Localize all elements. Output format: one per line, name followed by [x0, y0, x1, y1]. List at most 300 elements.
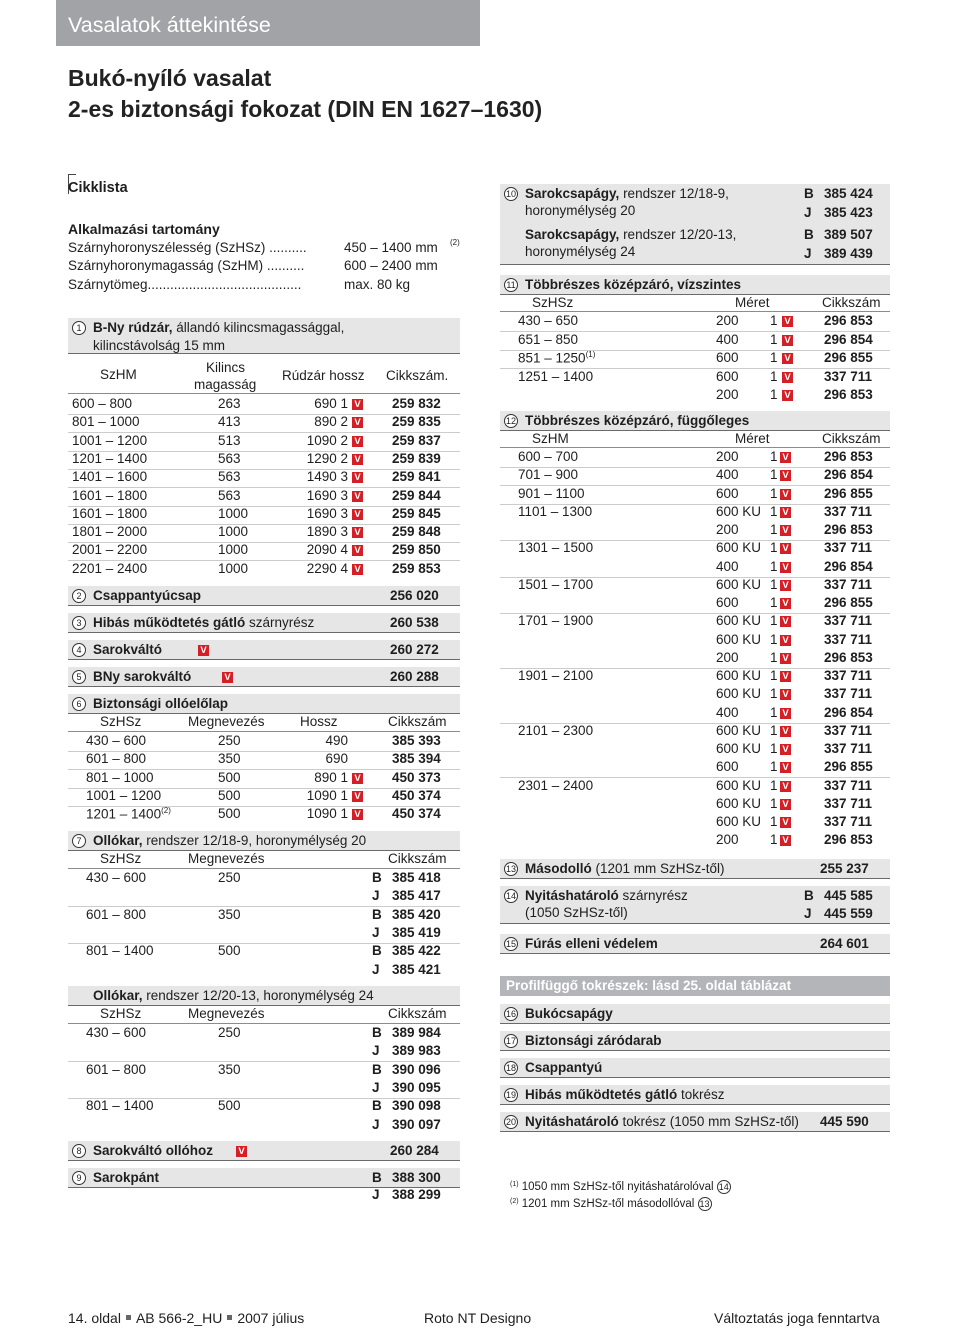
- s7-row-range: 801 – 1400: [86, 1098, 154, 1114]
- s7-row-code: 389 984: [392, 1025, 441, 1040]
- s6-col-cikkszam: Cikkszám: [388, 714, 447, 729]
- s12-row: [500, 486, 890, 504]
- s7-row-name: 350: [218, 906, 241, 922]
- s12-row-qty: 1: [770, 449, 778, 464]
- section-6-title: [93, 696, 228, 711]
- footer-product: Roto NT Designo: [424, 1310, 532, 1326]
- s6-row-name: 500: [218, 787, 241, 803]
- s11-row-qty: 1: [770, 331, 778, 347]
- section-10-a-bold: Sarokcsapágy,: [525, 186, 620, 201]
- s1-row: [68, 396, 460, 414]
- s6-row-range-sup: (2): [161, 806, 171, 816]
- s7-row: [68, 943, 460, 961]
- section-12-title-bold: Többrészes középzáró, függőleges: [525, 413, 750, 428]
- v-marker: V: [352, 417, 363, 428]
- s6-row-name: 500: [218, 806, 241, 822]
- v-marker: V: [780, 817, 791, 828]
- s7-row-name: 500: [218, 943, 241, 959]
- section-1: [68, 318, 460, 354]
- profile-note: Profilfüggő tokrészek: lásd 25. oldal táblázat: [500, 976, 890, 996]
- v-marker: V: [352, 545, 363, 556]
- section-5: [68, 667, 460, 687]
- scope-weight-label: Szárnytömeg.........................................: [68, 277, 302, 292]
- s7-row-side: B: [372, 1025, 382, 1040]
- section-2-code: 256 020: [390, 588, 439, 603]
- scope-height-label: Szárnyhoronymagasság (SzHM) ..........: [68, 258, 305, 273]
- s1-row-length: 1290 2: [306, 450, 348, 466]
- s1-row-range: 1401 – 1600: [72, 469, 148, 485]
- v-marker: V: [780, 781, 791, 792]
- section-10-a-s2: J: [804, 205, 812, 220]
- s11-row: [500, 387, 890, 405]
- v-marker: V: [352, 472, 363, 483]
- section-20-title-rest: tokrész (1050 mm SzHSz-től): [618, 1114, 799, 1129]
- s1-row-length: 1690 3: [306, 505, 348, 521]
- s12-row-size: 600: [716, 595, 739, 610]
- section-11-title: [525, 277, 741, 292]
- s1-row-code: 259 853: [392, 560, 441, 576]
- s1-row: [68, 561, 460, 579]
- section-3-title-bold: Hibás működtetés gátló: [93, 615, 246, 630]
- section-12: [500, 411, 890, 431]
- scope-width-value: 450 – 1400 mm: [344, 240, 438, 255]
- s7-header-sep: [68, 1023, 460, 1024]
- s1-row-code: 259 844: [392, 487, 441, 503]
- page-title-line2: 2-es biztonsági fokozat (DIN EN 1627–1630): [68, 96, 543, 122]
- s1-row-range: 2001 – 2200: [72, 542, 148, 558]
- section-5-title: [93, 669, 191, 684]
- s1-row-code: 259 835: [392, 414, 441, 430]
- v-marker: V: [780, 762, 791, 773]
- section-12-num-icon: 12: [505, 416, 516, 426]
- section-7: [68, 831, 460, 851]
- s12-row: [500, 741, 890, 759]
- s12-row: [500, 522, 890, 540]
- s7-row-side: J: [372, 924, 380, 940]
- section-8-title-bold: Sarokváltó ollóhoz: [93, 1143, 214, 1158]
- s12-row: [500, 778, 890, 796]
- s7-row-side: J: [372, 1079, 380, 1095]
- s7-row-name: 500: [218, 1098, 241, 1114]
- s11-row-code: 296 853: [824, 387, 873, 402]
- s1-row-height: 263: [218, 396, 241, 411]
- s12-row-size: 200: [716, 449, 739, 464]
- s1-row-height: 563: [218, 469, 241, 485]
- s11-row: [500, 350, 890, 368]
- s12-row-range: 600 – 700: [518, 449, 579, 464]
- section-10-a-l2: horonymélység 20: [525, 203, 636, 218]
- s12-row-range: 901 – 1100: [518, 485, 585, 501]
- page-title-line1: Bukó-nyíló vasalat: [68, 65, 272, 91]
- section-17-title-bold: Biztonsági záródarab: [525, 1033, 662, 1048]
- s1-row-length: 890 2: [314, 414, 348, 430]
- s1-row-range: 1601 – 1800: [72, 505, 148, 521]
- s7-row-side: B: [372, 1098, 382, 1114]
- s7-row-name: 250: [218, 870, 241, 885]
- v-marker: V: [780, 525, 791, 536]
- section-7-title-bold: Ollókar,: [93, 833, 143, 848]
- s11-row-range: [518, 313, 578, 328]
- s1-row: [68, 414, 460, 432]
- s6-row: [68, 806, 460, 824]
- s7-row-side: J: [372, 1116, 380, 1132]
- s12-row-size: 600 KU: [716, 686, 762, 702]
- s1-row-length: 1890 3: [306, 524, 348, 540]
- s6-row-range-text: 801 – 1000: [86, 769, 154, 785]
- s11-row-range-text: 1251 – 1400: [518, 368, 594, 384]
- v-marker: V: [780, 507, 791, 518]
- section-16-num-icon: 16: [505, 1009, 516, 1019]
- section-10-a-title: [525, 186, 729, 201]
- section-18: [500, 1058, 890, 1078]
- v-marker: V: [780, 616, 791, 627]
- s7-row-range: 801 – 1400: [86, 943, 154, 959]
- footer-rights: Változtatás joga fenntartva: [714, 1310, 880, 1326]
- s1-row-range: 2201 – 2400: [72, 560, 148, 576]
- s12-row: [500, 723, 890, 741]
- scope-heading: Alkalmazási tartomány: [68, 221, 220, 237]
- s11-header-sep: [500, 311, 890, 312]
- s12-row-qty: 1: [770, 759, 778, 775]
- s1-row-code: 259 845: [392, 505, 441, 521]
- s7-col-cikkszam: Cikkszám: [388, 851, 447, 866]
- s12-row-size: 600 KU: [716, 631, 762, 647]
- section-2-num-icon: 2: [72, 589, 86, 603]
- s12-row-code: 337 711: [824, 576, 873, 592]
- section-4-code: 260 272: [390, 642, 439, 657]
- s7-row: [68, 888, 460, 906]
- section-9-row2: [68, 1187, 460, 1205]
- section-10-b-s1: B: [804, 227, 814, 242]
- s12-row-qty: 1: [770, 722, 778, 738]
- section-17-num-icon: 17: [505, 1036, 516, 1046]
- scope-weight: [68, 277, 460, 292]
- section-11-num-icon: 11: [504, 278, 518, 292]
- s12-row-qty: 1: [770, 503, 778, 519]
- footnote-1: $^{(1)}$ 1050 mm SzHSz-től nyitáshatárolóval 14: [510, 1181, 729, 1193]
- v-marker: V: [780, 489, 791, 500]
- section-14-title-rest: szárnyrész: [618, 888, 688, 903]
- section-5-code: 260 288: [390, 669, 439, 684]
- s11-row-range-text: 430 – 650: [518, 313, 579, 328]
- s1-row-height: 513: [218, 432, 241, 448]
- s1-row-code: 259 848: [392, 524, 441, 540]
- v-marker: V: [352, 773, 363, 784]
- s12-row-size: 600 KU: [716, 576, 762, 592]
- s1-col-rudzar: Rúdzár hossz: [282, 368, 365, 383]
- section-15: [500, 934, 890, 954]
- s1-row-range: 1201 – 1400: [72, 450, 148, 466]
- s6-row-code: 385 394: [392, 751, 441, 767]
- section-10-b-bold: Sarokcsapágy,: [525, 227, 620, 242]
- section-1-title-bold: B-Ny rúdzár,: [93, 320, 173, 335]
- section-1-title: [93, 320, 344, 335]
- s11-row-size: 200: [716, 387, 739, 402]
- s12-row-size: 600: [716, 759, 739, 775]
- s7-row-range: 430 – 600: [86, 1025, 147, 1040]
- section-19: [500, 1085, 890, 1105]
- s1-row-code: 259 832: [392, 396, 441, 411]
- s11-row-qty: 1: [770, 350, 778, 365]
- s12-row: [500, 686, 890, 704]
- s12-row-qty: 1: [770, 595, 778, 610]
- section-8: [68, 1141, 460, 1161]
- s6-row-range-text: 430 – 600: [86, 733, 147, 748]
- s12-col-b: Méret: [735, 431, 770, 446]
- section-16-title-bold: Bukócsapágy: [525, 1006, 613, 1021]
- section-10-a-s1: B: [804, 186, 814, 201]
- s12-row: [500, 668, 890, 686]
- section-14-s2: J: [804, 906, 812, 921]
- s7-row-side: B: [372, 906, 382, 922]
- s7-row-code: 390 097: [392, 1116, 441, 1132]
- v-marker: V: [352, 564, 363, 575]
- s7-row-side: B: [372, 943, 382, 959]
- section-4: [68, 640, 460, 660]
- s12-row-code: 296 855: [824, 595, 873, 610]
- s6-row-code: 450 374: [392, 806, 441, 822]
- s12-row-code: 337 711: [824, 795, 873, 811]
- s1-row-length: 1490 3: [306, 469, 348, 485]
- s11-row-qty: 1: [770, 387, 778, 402]
- section-3-title: [93, 615, 314, 630]
- v-marker: V: [352, 809, 363, 820]
- s7-row-code: 390 095: [392, 1079, 441, 1095]
- s12-row-size: 600 KU: [716, 540, 762, 556]
- section-16: [500, 1004, 890, 1024]
- s1-row: [68, 451, 460, 469]
- section-20-code: 445 590: [820, 1114, 869, 1129]
- s11-row-code: 296 855: [824, 350, 873, 365]
- s12-row-size: 600 KU: [716, 777, 762, 793]
- s12-row-qty: 1: [770, 668, 778, 683]
- s12-row-code: 296 854: [824, 704, 873, 720]
- s1-row-height: 1000: [218, 542, 249, 558]
- v-marker: V: [782, 353, 793, 364]
- s7-row-side: B: [372, 870, 382, 885]
- s6-header-sep: [68, 731, 460, 732]
- s1-row: [68, 542, 460, 560]
- section-10-num-icon: 10: [505, 189, 516, 199]
- scope-width-label: Szárnyhoronyszélesség (SzHSz) ..........: [68, 240, 307, 255]
- section-7-sub: [68, 986, 460, 1006]
- section-14-c2: 445 559: [824, 906, 873, 921]
- section-19-title: [525, 1087, 725, 1102]
- s12-row-qty: 1: [770, 540, 778, 556]
- s12-row-range: 1101 – 1300: [518, 503, 593, 519]
- section-9-title-bold: Sarokpánt: [93, 1170, 160, 1185]
- s12-row-size: 400: [716, 467, 739, 483]
- s7-col-cikkszam: Cikkszám: [388, 1006, 447, 1021]
- s6-row-range: [86, 770, 154, 785]
- s6-row-range: [86, 806, 171, 822]
- s12-row: [500, 613, 890, 631]
- s1-row-length: 1090 2: [306, 432, 348, 448]
- s1-row-height: 563: [218, 450, 241, 466]
- s7-row-code: 385 422: [392, 943, 441, 959]
- v-marker: V: [780, 580, 791, 591]
- section-17: [500, 1031, 890, 1051]
- s12-row-range: 2101 – 2300: [518, 722, 594, 738]
- footnote-2: $^{(2)}$ 1201 mm SzHSz-től másodollóval 13: [510, 1198, 710, 1210]
- section-6-num-icon: 6: [72, 697, 86, 711]
- s7-row-code: 390 096: [392, 1061, 441, 1077]
- s6-col-megnevezes: Megnevezés: [188, 714, 265, 729]
- v-marker: V: [780, 689, 791, 700]
- s11-row-range: [518, 332, 578, 347]
- section-20: [500, 1112, 890, 1132]
- s12-row-size: 600 KU: [716, 722, 762, 738]
- s1-header-sep: [68, 393, 460, 394]
- section-15-title-bold: Fúrás elleni védelem: [525, 936, 658, 951]
- v-marker: V: [780, 452, 791, 463]
- section-11: [500, 275, 890, 295]
- s7-col-megnevezes: Megnevezés: [188, 851, 265, 866]
- s1-row-code: 259 841: [392, 469, 441, 485]
- s12-row-qty: 1: [770, 522, 778, 537]
- section-8-num-icon: 8: [72, 1144, 86, 1158]
- s6-col-hossz: Hossz: [300, 714, 338, 729]
- s7-row: [68, 1117, 460, 1135]
- section-14-l2: (1050 SzHSz-től): [525, 905, 628, 920]
- section-10-a-rest: rendszer 12/18-9,: [619, 186, 729, 201]
- section-10-a-c1: 385 424: [824, 186, 873, 201]
- section-14-title-bold: Nyitáshatároló: [525, 888, 619, 903]
- s7-col-szhsz: SzHSz: [100, 851, 142, 866]
- section-14-s1: B: [804, 888, 814, 903]
- s12-row-qty: 1: [770, 558, 778, 574]
- s7-header-sep: [68, 868, 460, 869]
- section-15-code: 264 601: [820, 936, 869, 951]
- s1-row-height: 413: [218, 414, 241, 430]
- v-marker: V: [780, 635, 791, 646]
- section-7-sub-title: [93, 988, 374, 1003]
- s12-row-qty: 1: [770, 741, 778, 756]
- v-marker: V: [780, 708, 791, 719]
- s1-row-length: 690 1: [314, 396, 348, 411]
- v-marker: V: [198, 645, 209, 656]
- section-3: [68, 613, 460, 633]
- section-9-code-j: 388 299: [392, 1187, 441, 1202]
- v-marker: V: [236, 1146, 247, 1157]
- s6-row: [68, 733, 460, 751]
- scope-width-note: (2): [450, 238, 460, 247]
- s7-row: [68, 1062, 460, 1080]
- s1-row: [68, 433, 460, 451]
- s7-col-megnevezes: Megnevezés: [188, 1006, 265, 1021]
- section-9-title: [93, 1170, 159, 1185]
- s6-row-name: 500: [218, 769, 241, 785]
- section-1-title-rest: állandó kilincsmagassággal,: [172, 320, 345, 335]
- s12-row: [500, 577, 890, 595]
- section-9-side-b: B: [372, 1170, 382, 1185]
- s7-row: [68, 1043, 460, 1061]
- s11-row-range: [518, 350, 595, 366]
- s12-row-size: 200: [716, 522, 739, 537]
- s1-row-code: 259 839: [392, 450, 441, 466]
- s12-header-sep: [500, 447, 890, 448]
- s11-row-range-text: 651 – 850: [518, 331, 579, 347]
- s6-row-range-text: 1001 – 1200: [86, 787, 162, 803]
- s11-col-c: Cikkszám: [822, 295, 881, 310]
- v-marker: V: [782, 335, 793, 346]
- section-5-num-icon: 5: [72, 670, 86, 684]
- s7-row-side: J: [372, 961, 380, 977]
- s12-row-qty: 1: [770, 814, 778, 829]
- s7-row-range: 601 – 800: [86, 906, 147, 922]
- section-20-title-bold: Nyitáshatároló: [525, 1114, 619, 1129]
- section-13-title: [525, 861, 725, 876]
- section-18-title: [525, 1060, 602, 1075]
- s12-row-qty: 1: [770, 467, 778, 483]
- s1-col-szhm: SzHM: [100, 367, 137, 382]
- section-4-num-icon: 4: [72, 643, 86, 657]
- s1-row: [68, 469, 460, 487]
- s12-row: [500, 832, 890, 850]
- s11-row-range: [518, 369, 593, 384]
- section-10-b-rest: rendszer 12/20-13,: [619, 227, 737, 242]
- section-7-title: [93, 833, 366, 848]
- s12-row-range: 1701 – 1900: [518, 613, 594, 629]
- s12-row: [500, 449, 890, 467]
- s12-row: [500, 650, 890, 668]
- section-8-title: [93, 1143, 213, 1158]
- s12-row-range: 2301 – 2400: [518, 777, 594, 793]
- v-marker: V: [780, 598, 791, 609]
- s12-row-size: 600 KU: [716, 613, 762, 629]
- s7-row: [68, 1080, 460, 1098]
- s12-row-qty: 1: [770, 613, 778, 629]
- section-10-a-c2: 385 423: [824, 205, 873, 220]
- section-13-code: 255 237: [820, 861, 869, 876]
- s6-row: [68, 751, 460, 769]
- s12-row-code: 337 711: [824, 540, 873, 556]
- scope-height: [68, 258, 460, 273]
- s6-row-length: 890 1: [314, 769, 348, 785]
- v-marker: V: [352, 791, 363, 802]
- s11-row-range-sup: (1): [585, 350, 596, 359]
- s12-row-code: 337 711: [824, 777, 873, 793]
- s6-row-code: 450 373: [392, 769, 441, 785]
- s12-row-size: 200: [716, 832, 739, 848]
- s7-row-code: 390 098: [392, 1098, 441, 1114]
- section-4-title: [93, 642, 162, 657]
- v-marker: V: [782, 390, 793, 401]
- s7-row-range: 601 – 800: [86, 1061, 147, 1077]
- s12-row-qty: 1: [770, 832, 778, 848]
- section-20-num-icon: 20: [505, 1117, 516, 1127]
- section-17-title: [525, 1033, 662, 1048]
- s12-row-code: 296 853: [824, 522, 873, 537]
- s1-row: [68, 506, 460, 524]
- s7-row: [68, 870, 460, 888]
- s7-row: [68, 962, 460, 980]
- s12-row: [500, 759, 890, 777]
- s6-row-length: 1090 1: [306, 806, 348, 822]
- v-marker: V: [352, 491, 363, 502]
- footer-left: 14. oldal AB 566-2_HU 2007 július: [68, 1310, 305, 1326]
- s1-row-length: 1690 3: [306, 487, 348, 503]
- s12-row-code: 337 711: [824, 686, 873, 702]
- section-3-num-icon: 3: [72, 616, 86, 630]
- s12-row-qty: 1: [770, 576, 778, 592]
- s12-row: [500, 632, 890, 650]
- v-marker: V: [352, 509, 363, 520]
- s12-row-code: 337 711: [824, 668, 873, 683]
- s12-row-qty: 1: [770, 795, 778, 811]
- s12-row-size: 400: [716, 558, 739, 574]
- s12-row-code: 296 854: [824, 467, 873, 483]
